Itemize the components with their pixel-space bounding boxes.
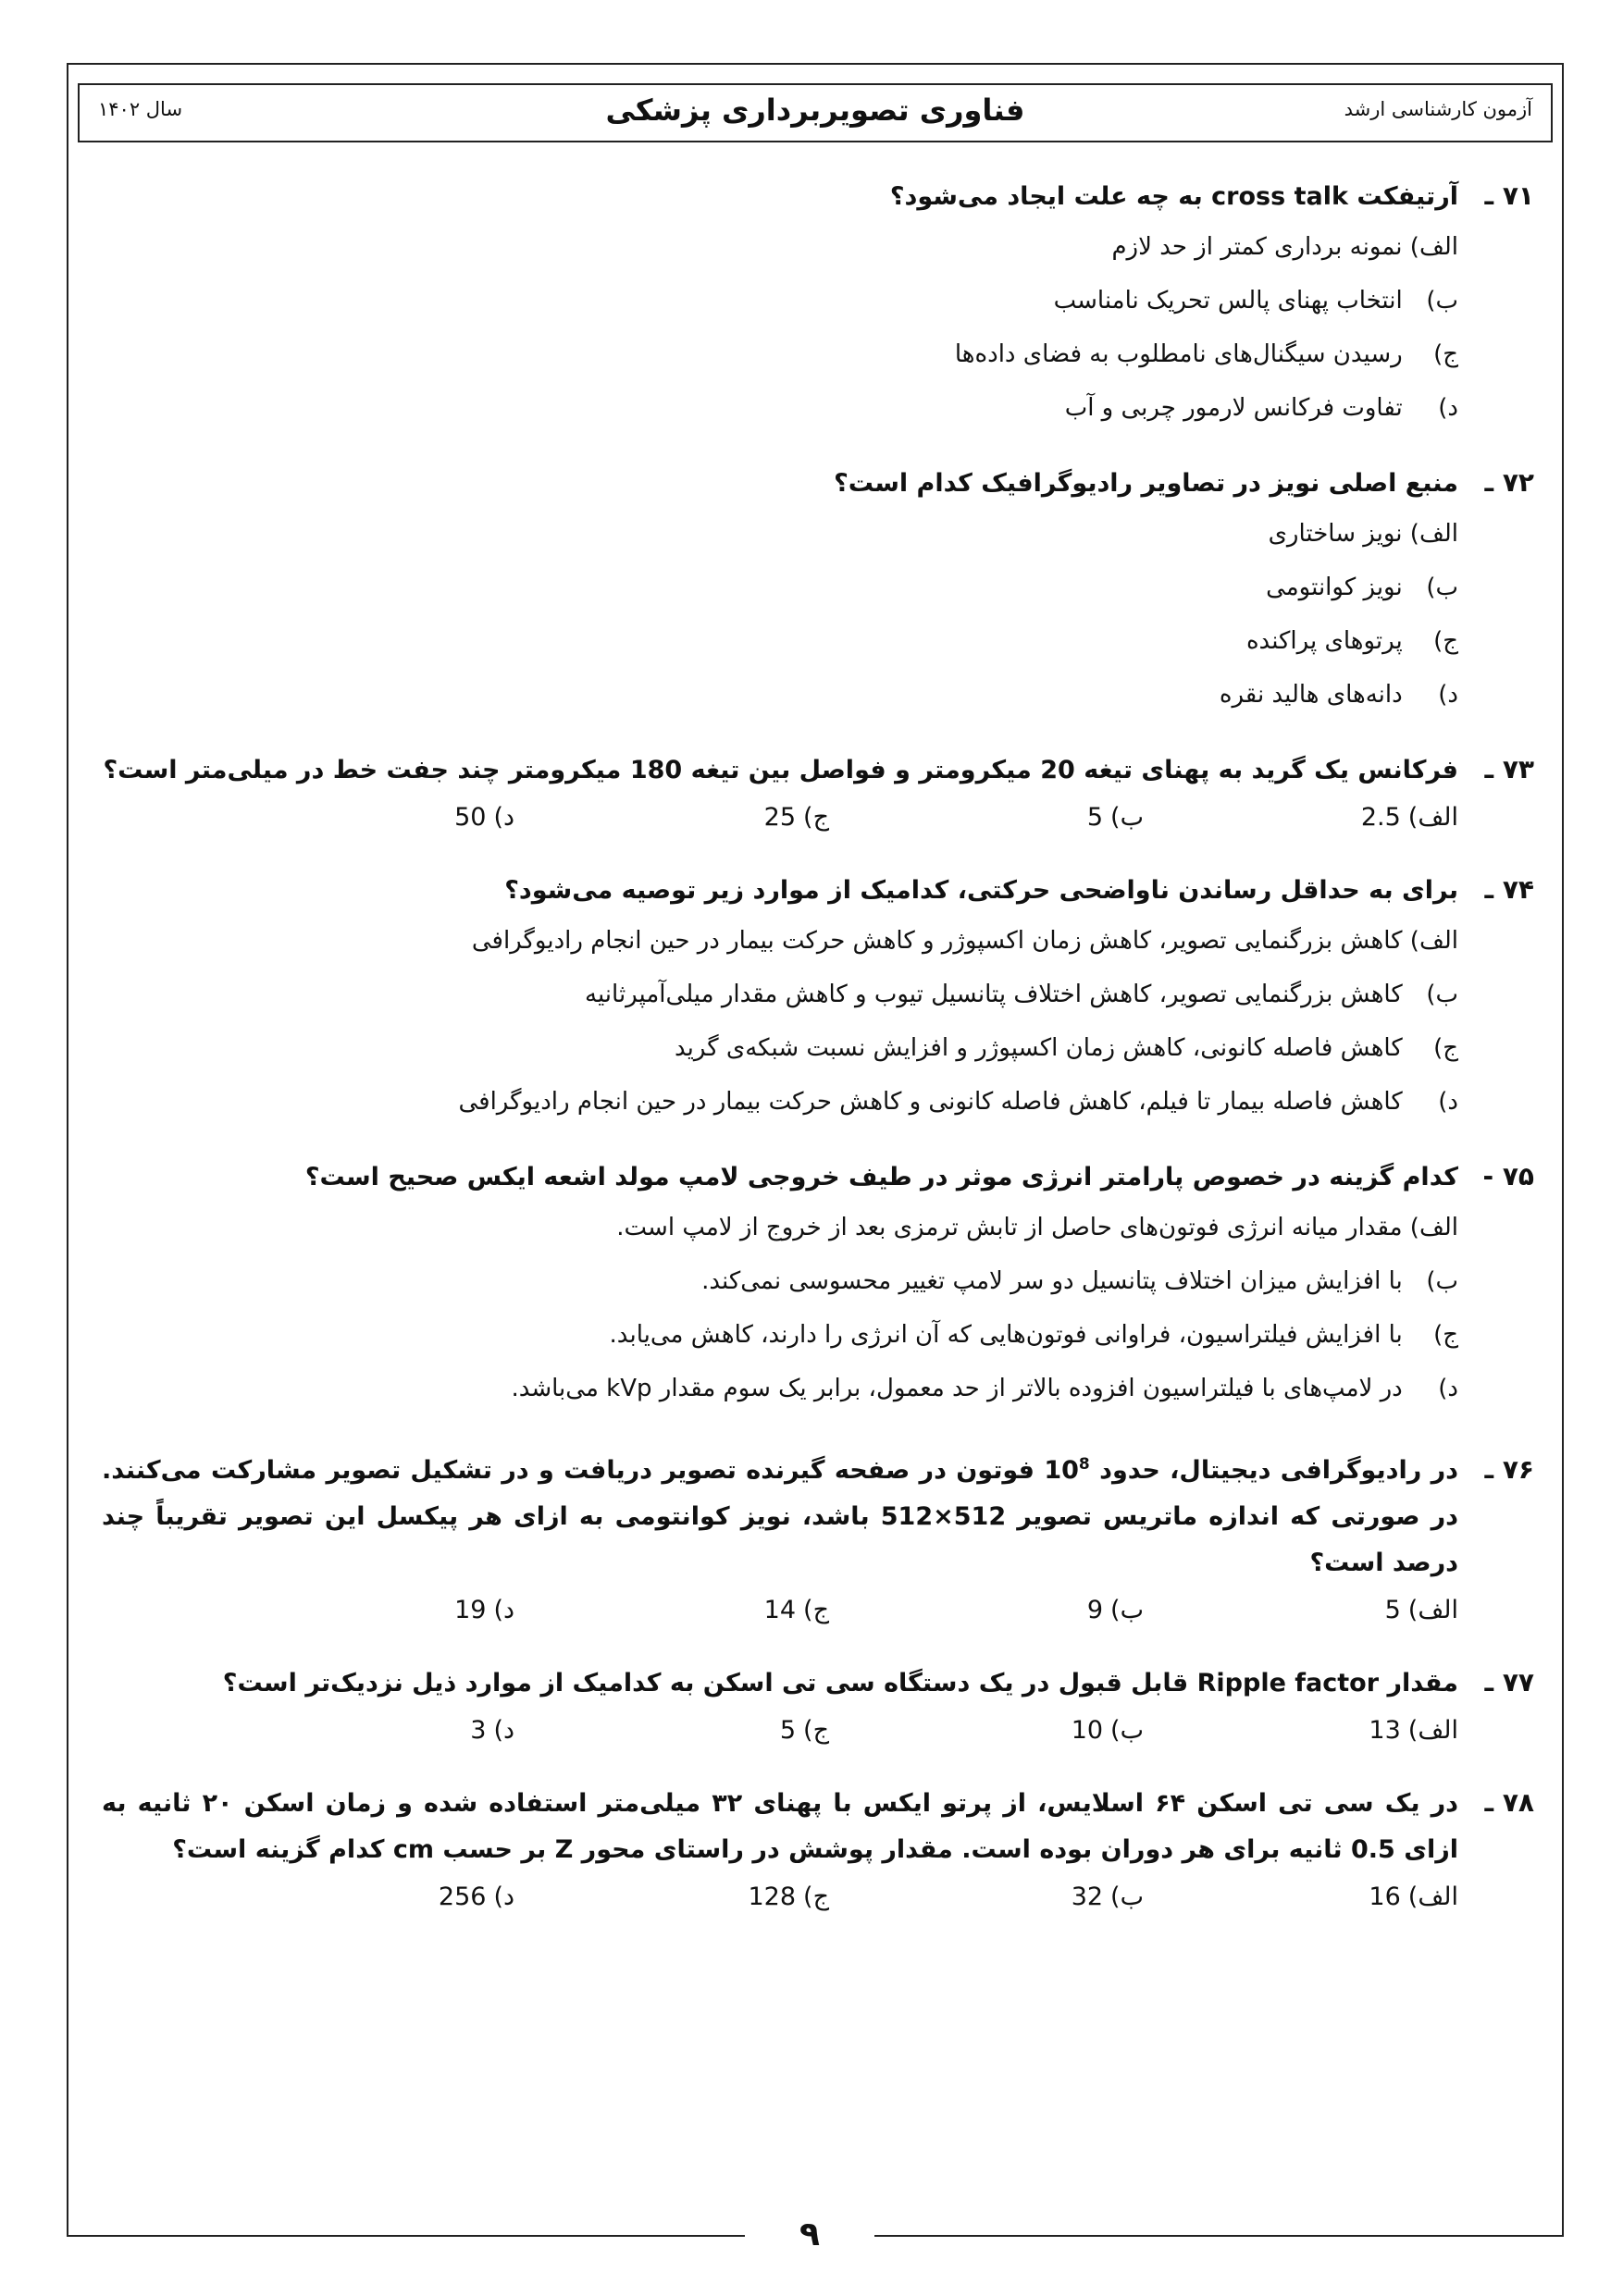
option-label: ب) — [1110, 803, 1144, 832]
option-label: ب) — [1110, 1882, 1144, 1911]
option-text: انتخاب پهنای پالس تحریک نامناسب — [1053, 287, 1403, 315]
option-text: 3 — [470, 1716, 487, 1745]
option-text: 16 — [1369, 1882, 1401, 1911]
options-list — [102, 1201, 1458, 1415]
question-text — [102, 1441, 1458, 1586]
options-row — [102, 1586, 1458, 1635]
options-row — [102, 794, 1458, 842]
option — [102, 914, 1458, 968]
option-text: تفاوت فرکانس لارمور چربی و آب — [1064, 394, 1403, 422]
option-label: ب) — [1426, 981, 1458, 1008]
option-text: 128 — [748, 1882, 797, 1911]
option — [829, 1586, 1144, 1635]
option — [200, 1707, 514, 1755]
question-number: ۷۲ ـ — [1484, 467, 1534, 498]
question-number: ۷۱ ـ — [1484, 180, 1534, 211]
option-text: در لامپ‌های با فیلتراسیون افزوده بالاتر از حد معمول، برابر یک سوم مقدار kVp می‌باشد. — [511, 1375, 1403, 1402]
question-76 — [102, 1441, 1534, 1635]
options-row — [102, 1873, 1458, 1921]
option — [102, 327, 1458, 381]
option-text: 13 — [1369, 1716, 1401, 1745]
option — [102, 507, 1458, 561]
option — [514, 1707, 829, 1755]
option-label: ب) — [1426, 574, 1458, 601]
option-text: کاهش فاصله کانونی، کاهش زمان اکسپوژر و افزایش نسبت شبکه‌ی گرید — [674, 1034, 1403, 1062]
option-label: ج) — [803, 1882, 829, 1911]
question-text: آرتیفکت cross talk به چه علت ایجاد می‌شود؟ — [889, 182, 1458, 211]
option-text: 50 — [454, 803, 487, 832]
option-text: رسیدن سیگنال‌های نامطلوب به فضای داده‌ها — [954, 340, 1403, 368]
option-label: الف) — [1409, 1214, 1458, 1241]
option — [102, 968, 1458, 1021]
option — [1144, 1586, 1458, 1635]
option-label: ب) — [1110, 1716, 1144, 1745]
option-label: ج) — [803, 1596, 829, 1624]
option-label: ب) — [1426, 287, 1458, 315]
option-text: 5 — [1384, 1596, 1401, 1624]
option-text: نمونه برداری کمتر از حد لازم — [1111, 233, 1403, 261]
options-list — [102, 507, 1458, 722]
option-text: 5 — [779, 1716, 797, 1745]
option — [102, 1021, 1458, 1075]
option-text: 19 — [454, 1596, 487, 1624]
option — [829, 1707, 1144, 1755]
option-text: 256 — [438, 1882, 487, 1911]
exam-title: آزمون کارشناسی ارشد — [1344, 98, 1532, 120]
question-text: منبع اصلی نویز در تصاویر رادیوگرافیک کدام است؟ — [834, 469, 1458, 498]
question-number: ۷۴ ـ — [1484, 874, 1534, 905]
option-text: دانه‌های هالید نقره — [1219, 681, 1403, 709]
option — [200, 1586, 514, 1635]
questions-area — [102, 174, 1534, 1947]
option-text: 9 — [1086, 1596, 1104, 1624]
page-header — [78, 83, 1553, 142]
option-label: الف) — [1409, 927, 1458, 955]
option-label: الف) — [1409, 520, 1458, 548]
option-label: ج) — [1433, 1034, 1458, 1062]
question-text: فرکانس یک گرید به پهنای تیغه 20 میکرومتر و فواصل بین تیغه 180 میکرومتر چند جفت خط در میلی‌متر است؟ — [103, 756, 1458, 784]
option-label: ج) — [1433, 627, 1458, 655]
option-label: الف) — [1407, 1596, 1458, 1624]
subject-title: فناوری تصویربرداری پزشکی — [605, 93, 1025, 128]
option-text: نویز کوانتومی — [1266, 574, 1403, 601]
question-text: برای به حداقل رساندن ناواضحی حرکتی، کدامیک از موارد زیر توصیه می‌شود؟ — [504, 876, 1458, 905]
option-label: د) — [493, 1882, 514, 1911]
option — [1144, 1873, 1458, 1921]
option-text: 10 — [1071, 1716, 1104, 1745]
option-label: الف) — [1407, 1882, 1458, 1911]
option — [102, 274, 1458, 327]
option-text: کاهش فاصله بیمار تا فیلم، کاهش فاصله کانونی و کاهش حرکت بیمار در حین انجام رادیوگرافی — [458, 1088, 1403, 1116]
option — [514, 1873, 829, 1921]
options-list — [102, 914, 1458, 1129]
question-number: ۷۸ ـ — [1484, 1787, 1534, 1818]
option — [102, 614, 1458, 668]
option — [829, 1873, 1144, 1921]
exponent: 8 — [1078, 1455, 1090, 1474]
option — [102, 220, 1458, 274]
option — [102, 1254, 1458, 1308]
option — [829, 794, 1144, 842]
option-label: د) — [1438, 681, 1458, 709]
option-label: الف) — [1407, 803, 1458, 832]
option — [102, 1362, 1458, 1415]
option-label: د) — [1438, 394, 1458, 422]
option-text: 14 — [763, 1596, 797, 1624]
question-text: کدام گزینه در خصوص پارامتر انرژی موثر در طیف خروجی لامپ مولد اشعه ایکس صحیح است؟ — [304, 1163, 1458, 1191]
exam-year: سال ۱۴۰۲ — [98, 98, 183, 120]
option-label: د) — [1438, 1375, 1458, 1402]
option-label: الف) — [1407, 1716, 1458, 1745]
options-row — [102, 1707, 1458, 1755]
question-78 — [102, 1781, 1534, 1921]
question-number: ۷۵ - — [1482, 1161, 1534, 1191]
option-label: د) — [493, 803, 514, 832]
question-77 — [102, 1660, 1534, 1755]
option-label: ب) — [1426, 1267, 1458, 1295]
question-text-part: در رادیوگرافی دیجیتال، حدود 10 — [1044, 1456, 1458, 1485]
question-number: ۷۶ ـ — [1484, 1454, 1534, 1485]
option — [102, 381, 1458, 435]
option — [200, 794, 514, 842]
option-label: ج) — [1433, 340, 1458, 368]
question-75 — [102, 1154, 1534, 1415]
option-label: ج) — [803, 1716, 829, 1745]
option-label: الف) — [1409, 233, 1458, 261]
option-text: 2.5 — [1360, 803, 1401, 832]
option — [1144, 1707, 1458, 1755]
question-text: در یک سی تی اسکن ۶۴ اسلایس، از پرتو ایکس با پهنای ۳۲ میلی‌متر استفاده شده و زمان اسکن ۲۰ ثانیه به ازای 0.5 ثانیه برای هر دوران بوده است. مقدار پوشش در راستای محور Z بر حسب cm کدام گزینه است؟ — [102, 1789, 1459, 1864]
question-71 — [102, 174, 1534, 435]
option-text: 5 — [1086, 803, 1104, 832]
option-text: 32 — [1071, 1882, 1104, 1911]
option-text: پرتوهای پراکنده — [1245, 627, 1403, 655]
option-label: ج) — [1433, 1321, 1458, 1349]
option-label: د) — [1438, 1088, 1458, 1116]
option-text: مقدار میانه انرژی فوتون‌های حاصل از تابش ترمزی بعد از خروج از لامپ است. — [616, 1214, 1403, 1241]
option-text: کاهش بزرگنمایی تصویر، کاهش اختلاف پتانسیل تیوب و کاهش مقدار میلی‌آمپرثانیه — [585, 981, 1403, 1008]
option — [1144, 794, 1458, 842]
question-74 — [102, 868, 1534, 1129]
page-number: ۹ — [799, 2216, 820, 2253]
option-label: ب) — [1110, 1596, 1144, 1624]
question-number: ۷۷ ـ — [1484, 1667, 1534, 1697]
question-text: مقدار Ripple factor قابل قبول در یک دستگاه سی تی اسکن به کدامیک از موارد ذیل نزدیک‌تر است؟ — [222, 1669, 1458, 1697]
option-text: 25 — [763, 803, 797, 832]
option — [514, 1586, 829, 1635]
option-label: د) — [493, 1596, 514, 1624]
question-72 — [102, 461, 1534, 722]
option — [102, 1308, 1458, 1362]
option-text: با افزایش فیلتراسیون، فراوانی فوتون‌هایی که آن انرژی را دارند، کاهش می‌یابد. — [609, 1321, 1403, 1349]
option — [102, 561, 1458, 614]
option-text: کاهش بزرگنمایی تصویر، کاهش زمان اکسپوژر و کاهش حرکت بیمار در حین انجام رادیوگرافی — [471, 927, 1403, 955]
question-number: ۷۳ ـ — [1484, 754, 1534, 784]
options-list — [102, 220, 1458, 435]
option-text: با افزایش میزان اختلاف پتانسیل دو سر لامپ تغییر محسوسی نمی‌کند. — [701, 1267, 1403, 1295]
option-label: د) — [493, 1716, 514, 1745]
option — [514, 794, 829, 842]
option — [102, 1075, 1458, 1129]
option — [200, 1873, 514, 1921]
option-label: ج) — [803, 803, 829, 832]
option-text: نویز ساختاری — [1268, 520, 1403, 548]
question-73 — [102, 747, 1534, 842]
option — [102, 668, 1458, 722]
option — [102, 1201, 1458, 1254]
question-text-part: فوتون در صفحه گیرنده تصویر دریافت و در تشکیل تصویر مشارکت می‌کنند. در صورتی که اندازه ماتریس تصویر 512×512 باشد، نویز کوانتومی به ازای هر پیکسل این تصویر تقریباً چند درصد است؟ — [102, 1456, 1458, 1577]
